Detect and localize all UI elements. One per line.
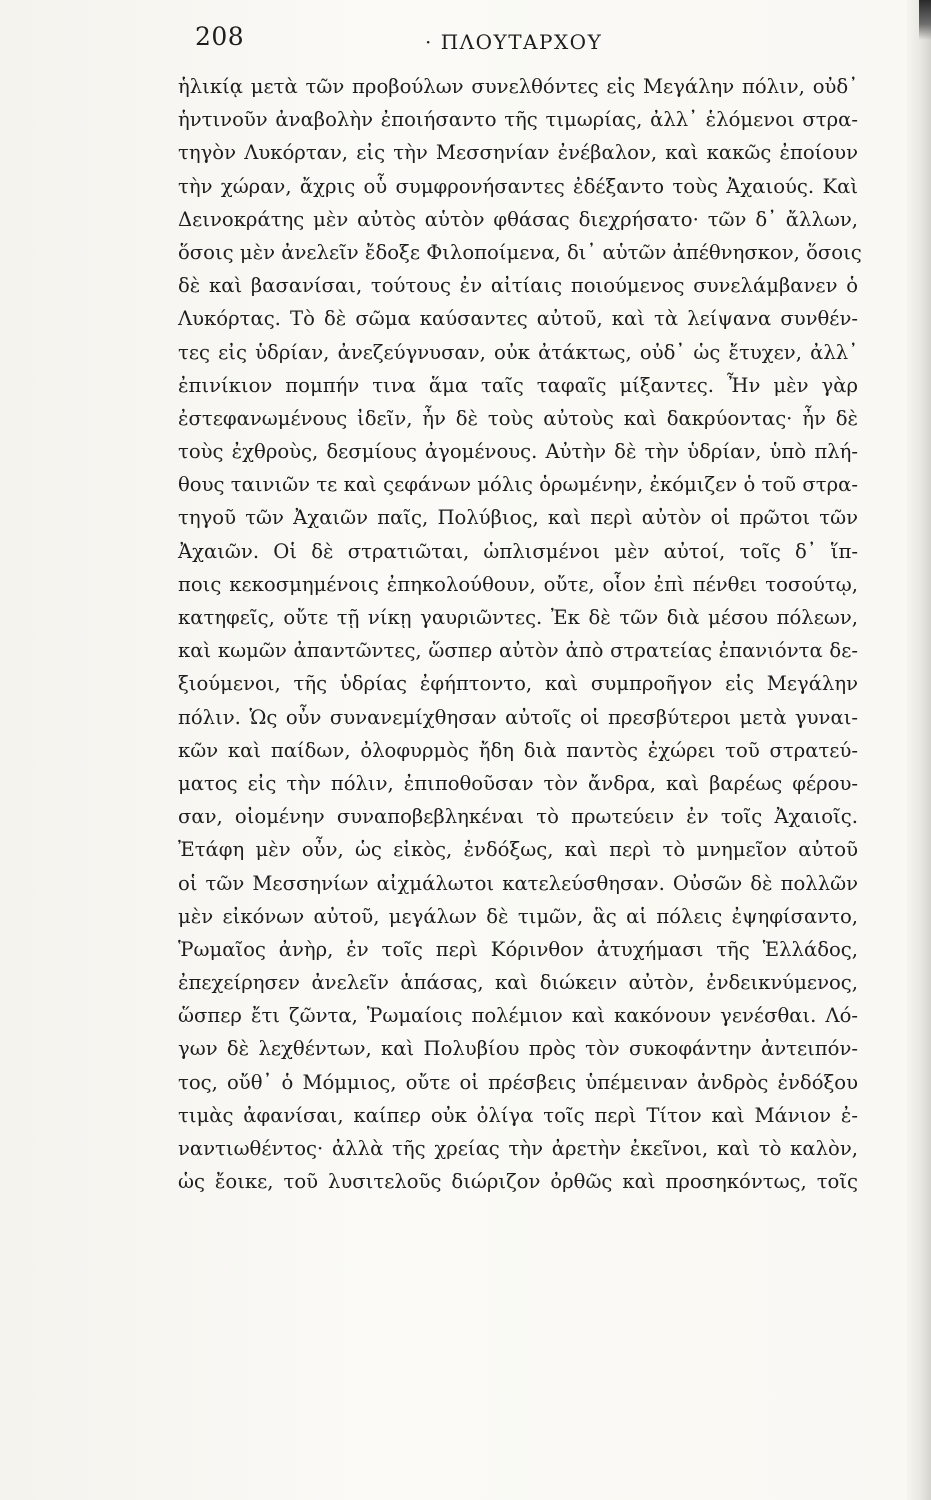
text-line: δὲ καὶ βασανίσαι, τούτους ἐν αἰτίαις ποιούμενος συνελάμβανεν ὁ: [178, 274, 858, 298]
text-line: ὡς ἔοικε, τοῦ λυσιτελοῦς διώριζον ὀρθῶς καὶ προσηκόντως, τοῖς: [178, 1170, 858, 1194]
text-line: ὅσοις μὲν ἀνελεῖν ἔδοξε Φιλοποίμενα, δι᾽ αὑτῶν ἀπέθνησκον, ὅσοις: [178, 240, 862, 264]
text-line: σαν, οἰομένην συναποβεβληκέναι τὸ πρωτεύειν ἐν τοῖς Ἀχαιοῖς.: [178, 805, 858, 829]
text-line: ὥσπερ ἔτι ζῶντα, Ῥωμαίοις πολέμιον καὶ κακόνουν γενέσθαι. Λό-: [178, 1004, 858, 1028]
text-line: μὲν εἰκόνων αὐτοῦ, μεγάλων δὲ τιμῶν, ἃς αἱ πόλεις ἐψηφίσαντο,: [178, 904, 858, 928]
text-line: ἐπεχείρησεν ἀνελεῖν ἁπάσας, καὶ διώκειν αὐτὸν, ἐνδεικνύμενος,: [178, 971, 858, 995]
scan-shadow: [919, 0, 931, 40]
text-line: Λυκόρτας. Τὸ δὲ σῶμα καύσαντες αὐτοῦ, καὶ τὰ λείψανα συνθέν-: [178, 307, 858, 331]
text-line: θους ταινιῶν τε καὶ ςεφάνων μόλις ὁρωμένην, ἐκόμιζεν ὁ τοῦ στρα-: [178, 473, 858, 497]
text-line: καὶ κωμῶν ἀπαντῶντες, ὥσπερ αὐτὸν ἀπὸ στρατείας ἐπανιόντα δε-: [178, 639, 858, 663]
body-text: [178, 70, 862, 1198]
running-head: · ΠΛΟΥΤΑΡΧΟΥ: [425, 30, 603, 54]
text-line: τηγὸν Λυκόρταν, εἰς τὴν Μεσσηνίαν ἐνέβαλον, καὶ κακῶς ἐποίουν: [178, 141, 858, 165]
text-line: ἐπινίκιον πομπήν τινα ἅμα ταῖς ταφαῖς μίξαντες. Ἦν μὲν γὰρ: [178, 373, 858, 397]
text-line: Ἀχαιῶν. Οἱ δὲ στρατιῶται, ὡπλισμένοι μὲν αὐτοί, τοῖς δ᾽ ἵπ-: [178, 539, 858, 563]
text-line: Ῥωμαῖος ἀνὴρ, ἐν τοῖς περὶ Κόρινθον ἀτυχήμασι τῆς Ἑλλάδος,: [178, 937, 858, 961]
text-line: ματος εἰς τὴν πόλιν, ἐπιποθοῦσαν τὸν ἄνδρα, καὶ βαρέως φέρου-: [178, 771, 858, 795]
text-line: Δεινοκράτης μὲν αὐτὸς αὑτὸν φθάσας διεχρήσατο· τῶν δ᾽ ἄλλων,: [178, 207, 858, 231]
text-line: ναντιωθέντος· ἀλλὰ τῆς χρείας τὴν ἀρετὴν ἐκεῖνοι, καὶ τὸ καλὸν,: [178, 1137, 858, 1160]
page-edge: [907, 0, 931, 1500]
text-line: ἡντινοῦν ἀναβολὴν ἐποιήσαντο τῆς τιμωρίας, ἀλλ᾽ ἑλόμενοι στρα-: [178, 108, 858, 132]
text-line: κῶν καὶ παίδων, ὀλοφυρμὸς ἤδη διὰ παντὸς ἐχώρει τοῦ στρατεύ-: [178, 738, 858, 762]
text-line: οἱ τῶν Μεσσηνίων αἰχμάλωτοι κατελεύσθησαν. Οὐσῶν δὲ πολλῶν: [178, 871, 858, 895]
text-line: τες εἰς ὑδρίαν, ἀνεζεύγνυσαν, οὐκ ἀτάκτως, οὐδ᾽ ὡς ἔτυχεν, ἀλλ᾽: [178, 340, 858, 364]
text-line: πόλιν. Ὡς οὖν συνανεμίχθησαν αὐτοῖς οἱ πρεσβύτεροι μετὰ γυναι-: [178, 705, 858, 729]
text-line: Ἐτάφη μὲν οὖν, ὡς εἰκὸς, ἐνδόξως, καὶ περὶ τὸ μνημεῖον αὐτοῦ: [178, 838, 858, 862]
text-line: τοὺς ἐχθροὺς, δεσμίους ἀγομένους. Αὐτὴν δὲ τὴν ὑδρίαν, ὑπὸ πλή-: [178, 440, 858, 464]
text-line: ἐστεφανωμένους ἰδεῖν, ἦν δὲ τοὺς αὐτοὺς καὶ δακρύοντας· ἦν δὲ: [178, 406, 858, 430]
text-line: τηγοῦ τῶν Ἀχαιῶν παῖς, Πολύβιος, καὶ περὶ αὐτὸν οἱ πρῶτοι τῶν: [178, 506, 858, 530]
text-line: ἡλικίᾳ μετὰ τῶν προβούλων συνελθόντες εἰς Μεγάλην πόλιν, οὐδ᾽: [178, 75, 858, 98]
text-line: κατηφεῖς, οὔτε τῇ νίκῃ γαυριῶντες. Ἐκ δὲ τῶν διὰ μέσου πόλεων,: [178, 606, 858, 629]
text-line: τιμὰς ἀφανίσαι, καίπερ οὐκ ὀλίγα τοῖς περὶ Τίτον καὶ Μάνιον ἐ-: [178, 1103, 858, 1127]
text-line: τος, οὔθ᾽ ὁ Μόμμιος, οὔτε οἱ πρέσβεις ὑπέμειναν ἀνδρὸς ἐνδόξου: [178, 1070, 858, 1094]
page-number: 208: [195, 22, 245, 51]
text-line: γων δὲ λεχθέντων, καὶ Πολυβίου πρὸς τὸν συκοφάντην ἀντειπόν-: [178, 1037, 858, 1061]
text-line: ποις κεκοσμημένοις ἐπηκολούθουν, οὔτε, οἷον ἐπὶ πένθει τοσούτῳ,: [178, 572, 858, 596]
text-line: ξιούμενοι, τῆς ὑδρίας ἐφήπτοντο, καὶ συμπροῆγον εἰς Μεγάλην: [178, 672, 858, 696]
text-line: τὴν χώραν, ἄχρις οὗ συμφρονήσαντες ἐδέξαντο τοὺς Ἀχαιούς. Καὶ: [178, 174, 858, 198]
